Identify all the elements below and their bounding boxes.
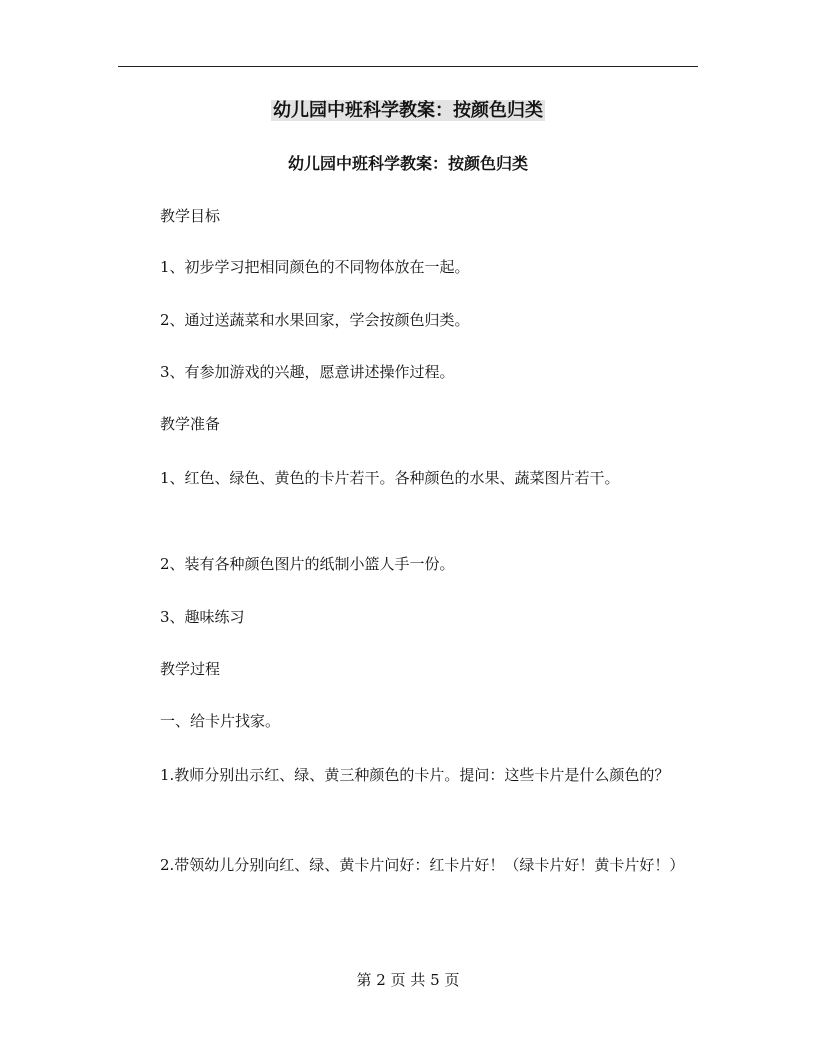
paragraph: 1.教师分别出示红、绿、黄三种颜色的卡片。提问：这些卡片是什么颜色的？	[160, 766, 670, 784]
paragraph: 1、红色、绿色、黄色的卡片若干。各种颜色的水果、蔬菜图片若干。	[160, 469, 620, 487]
paragraph: 3、趣味练习	[160, 608, 245, 626]
section-heading-goals: 教学目标	[160, 207, 221, 225]
section-heading-process: 教学过程	[160, 660, 221, 678]
header-rule	[118, 66, 698, 67]
running-header	[0, 97, 816, 125]
page-number: 第 2 页 共 5 页	[356, 971, 460, 989]
running-header-text: 幼儿园中班科学教案：按颜色归类	[273, 100, 543, 121]
paragraph: 2、装有各种颜色图片的纸制小篮人手一份。	[160, 555, 455, 573]
paragraph: 2、通过送蔬菜和水果回家，学会按颜色归类。	[160, 311, 470, 329]
section-heading-preparation: 教学准备	[160, 415, 221, 433]
paragraph: 1、初步学习把相同颜色的不同物体放在一起。	[160, 258, 470, 276]
paragraph: 一、给卡片找家。	[160, 712, 281, 730]
paragraph: 3、有参加游戏的兴趣，愿意讲述操作过程。	[160, 363, 455, 381]
paragraph: 2.带领幼儿分别向红、绿、黄卡片问好：红卡片好！（绿卡片好！黄卡片好！）	[160, 856, 685, 874]
document-title: 幼儿园中班科学教案：按颜色归类	[287, 154, 528, 173]
